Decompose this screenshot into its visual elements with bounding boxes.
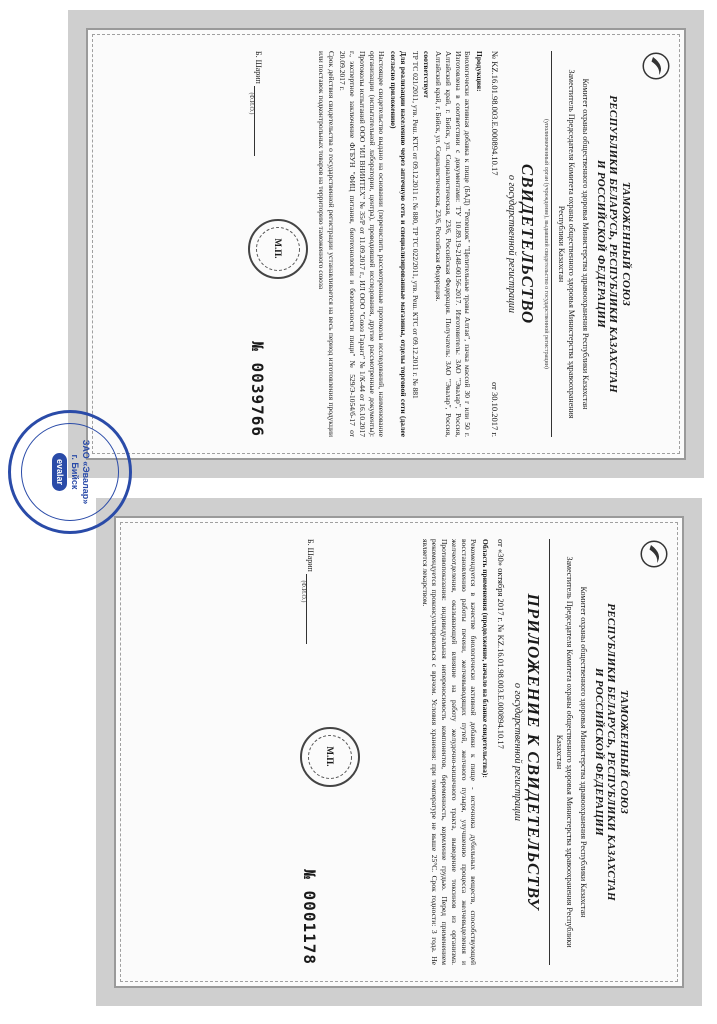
scope-label: Область применения (продолжение, начало на бланке свидетельства): bbox=[481, 539, 491, 778]
basis-text: Настоящее свидетельство выдано на основании (перечислить рассмотренные протоколы исследований, наименование организации (испытательной лаборатории, центра), проводившей исследования, другие рассмотренные документы): Протоколы испытаний ООО "ИЛ ВНИИТЕХ" № 35/Р от 11.09.2017 г., ИЛ ООО "Союз Гарант" № 1/К-44 от 16.10.2017 г., экспертное заключение ФГБУН "ФИЦ питания, биотехнологии и безопасности пищи" № 529/Э-1054/б-17 от 20.09.2017 г. bbox=[338, 51, 387, 437]
certificate-header bbox=[594, 51, 632, 437]
certificate-appendix-content bbox=[115, 517, 683, 987]
certificate-subtitle: о государственной регистрации bbox=[506, 174, 518, 314]
signer-name: Б. Шарип bbox=[305, 539, 315, 572]
header-line: И РОССИЙСКОЙ ФЕДЕРАЦИИ bbox=[592, 667, 605, 837]
sale-scope: Для реализации населению через аптечную сеть и специализированные магазины, отделы торговой сети (далее согласно приложению) bbox=[389, 51, 408, 437]
registration-line bbox=[496, 539, 506, 965]
conformity-text: ТР ТС 021/2011, утв. Реш. КТС от 09.12.2011 г. № 880, ТР ТС 022/2011, утв. Реш. КТС от 09.12.2011 г. № 881 bbox=[410, 51, 420, 399]
stamp-ring-text: ЗАО «Эвалар» г. Бийск bbox=[70, 439, 92, 505]
seal-label: М.П. bbox=[273, 238, 284, 259]
certificate-header bbox=[592, 539, 630, 965]
scope-text: Рекомендуется в качестве биологически активной добавки к пище - источника дубильных веществ, способствующей восстановлению работы печени, желчевыводящих путей, желчного пузыря, улучшению процесса желчевыделения и желчеотделения, оказывающей влияние на работу желудочно-кишечного тракта, выведение токсинов из организма. Противопоказания: индивидуальная непереносимость компонентов, беременность, кормление грудью. Перед применением рекомендуется проконсультироваться с врачом. Условия хранения: при температуре не выше 25°С. Срок годности: 3 года. Не является лекарством. bbox=[420, 539, 479, 965]
signature-row bbox=[300, 539, 360, 965]
official-seal bbox=[300, 727, 360, 787]
authority-caption: (уполномоченный орган (учреждение), выдавший свидетельство о государственной регистрации) bbox=[543, 119, 550, 369]
registration-line bbox=[490, 51, 500, 437]
registration-reference: от «30» октября 2017 г. № KZ.16.01.98.003.Е.000894.10.17 bbox=[496, 539, 507, 749]
divider bbox=[551, 51, 552, 437]
signature-block bbox=[300, 539, 315, 644]
header-line: ТАМОЖЕННЫЙ СОЮЗ bbox=[618, 689, 630, 815]
certificate-main-content bbox=[87, 29, 685, 459]
certificate-body bbox=[316, 51, 484, 437]
serial-number: № 0039766 bbox=[248, 341, 268, 437]
signer-caption: (Ф.И.О.) bbox=[248, 92, 255, 115]
company-stamp bbox=[8, 410, 132, 534]
header-line: РЕСПУБЛИКИ БЕЛАРУСЬ, РЕСПУБЛИКИ КАЗАХСТАН bbox=[607, 95, 620, 393]
company-stamp-inner bbox=[49, 437, 91, 507]
appendix-body bbox=[420, 539, 490, 965]
product-text: Биологически активная добавка к пище (БАД) "Репешок" "Целительные травы Алтая", пачка массой 30 г или 50 г. Изготовлена в соответствии с документами: ТУ 10.89.19-2148-00156-2017. Изготовитель: ЗАО "Эвалар", Россия, Алтайский край, г. Бийск, ул. Социалистическая, 23/6, Российская Федерация. Получатель: ЗАО "Эвалар", Россия, Алтайский край, г. Бийск, ул. Социалистическая, 23/6, Российская Федерация. bbox=[434, 51, 473, 437]
evalar-logo: evalar bbox=[52, 453, 67, 491]
header-line: РЕСПУБЛИКИ БЕЛАРУСЬ, РЕСПУБЛИКИ КАЗАХСТАН bbox=[605, 603, 618, 901]
certificate-appendix bbox=[96, 498, 702, 1006]
customs-union-emblem-icon bbox=[641, 51, 671, 81]
header-line: И РОССИЙСКОЙ ФЕДЕРАЦИИ bbox=[594, 159, 607, 329]
official-seal bbox=[248, 219, 308, 279]
conformity-label: соответствует bbox=[422, 51, 432, 98]
certificate-title: СВИДЕТЕЛЬСТВО bbox=[518, 163, 538, 325]
appendix-title: ПРИЛОЖЕНИЕ К СВИДЕТЕЛЬСТВУ bbox=[524, 593, 544, 911]
signature-block bbox=[248, 51, 263, 156]
product-label: Продукция: bbox=[475, 51, 485, 92]
registration-date: от 30.10.2017 г. bbox=[490, 381, 501, 437]
signer-name: Б. Шарип bbox=[254, 51, 264, 84]
deputy-title: Заместитель Председателя Комитета охраны общественного здоровья Министерства здравоохранения Республики Казахстан bbox=[557, 69, 577, 419]
seal-label: М.П. bbox=[324, 746, 335, 767]
registration-number: № KZ.16.01.98.003.Е.000894.10.17 bbox=[490, 51, 501, 176]
authority-name: Комитет охраны общественного здоровья Министерства здравоохранения Республики Казахстан bbox=[579, 586, 589, 918]
customs-union-emblem-icon bbox=[639, 539, 669, 569]
divider bbox=[549, 539, 550, 965]
signer-caption: (Ф.И.О.) bbox=[299, 580, 306, 603]
signature-line bbox=[254, 86, 255, 156]
certificate-main bbox=[68, 10, 704, 478]
deputy-title: Заместитель Председателя Комитета охраны общественного здоровья Министерства здравоохранения Республики Казахстан bbox=[555, 556, 575, 948]
validity-text: Срок действия свидетельства о государственной регистрации устанавливается на весь период изготовления продукции или поставок подконтрольных товаров на территорию таможенного союза bbox=[316, 51, 336, 437]
signature-row bbox=[248, 51, 308, 437]
appendix-subtitle: о государственной регистрации bbox=[512, 682, 524, 822]
header-line: ТАМОЖЕННЫЙ СОЮЗ bbox=[620, 181, 632, 307]
serial-number: № 0001178 bbox=[299, 869, 319, 965]
authority-name: Комитет охраны общественного здоровья Министерства здравоохранения Республики Казахстан bbox=[581, 78, 591, 410]
